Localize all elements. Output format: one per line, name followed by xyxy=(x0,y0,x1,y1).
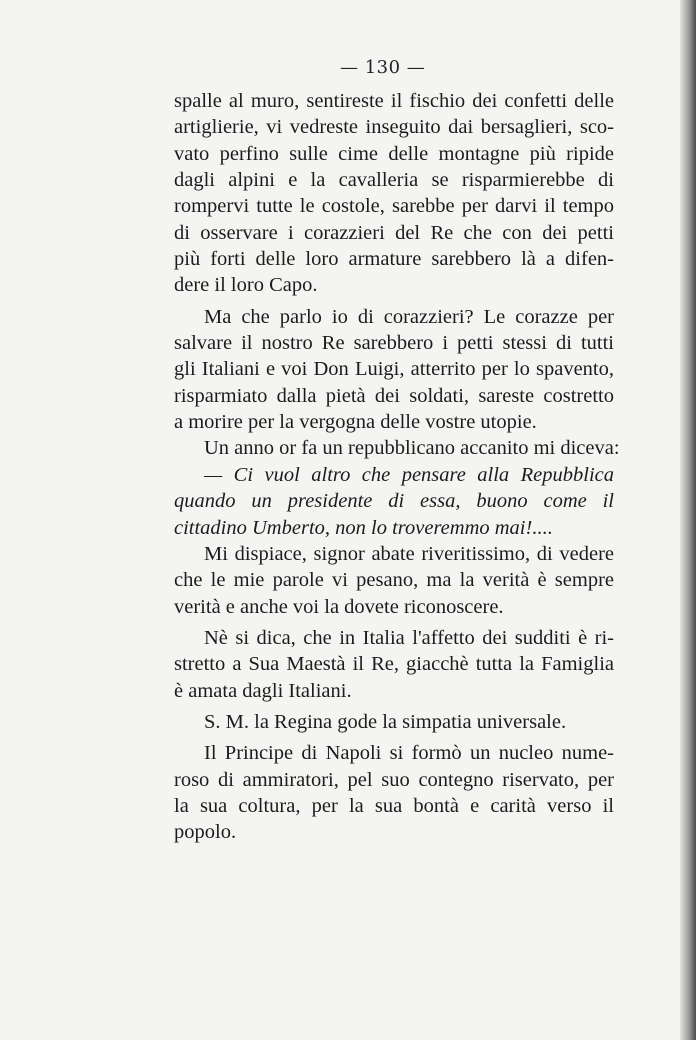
text-line: a morire per la vergogna delle vostre utopie. xyxy=(174,411,537,434)
text-line: Il Principe di Napoli si formò un nucleo nume- xyxy=(204,742,614,765)
text-line: è amata dagli Italiani. xyxy=(174,679,352,702)
text-line: più forti delle loro armature sarebbero là a difen- xyxy=(174,248,614,271)
text-line: vato perfino sulle cime delle montagne più ripide xyxy=(174,142,614,165)
text-line: dagli alpini e la cavalleria se risparmierebbe di xyxy=(174,169,614,192)
page-edge-shadow xyxy=(680,0,696,1040)
text-line: Mi dispiace, signor abate riveritissimo, di vedere xyxy=(204,542,614,565)
text-line: la sua coltura, per la sua bontà e carità verso il xyxy=(174,794,614,817)
text-line: salvare il nostro Re sarebbero i petti stessi di tutti xyxy=(174,332,614,355)
text-line: — Ci vuol altro che pensare alla Repubblica xyxy=(204,463,614,486)
page-number: — 130 — xyxy=(340,57,426,78)
text-line: che le mie parole vi pesano, ma la verità è sempre xyxy=(174,569,614,592)
text-line: cittadino Umberto, non lo troveremmo mai!.... xyxy=(174,516,553,539)
text-line: verità e anche voi la dovete riconoscere. xyxy=(174,595,504,618)
text-line: dere il loro Capo. xyxy=(174,274,318,297)
text-line: risparmiato dalla pietà dei soldati, sareste costretto xyxy=(174,384,614,407)
text-line: spalle al muro, sentireste il fischio dei confetti delle xyxy=(174,90,614,112)
text-line: quando un presidente di essa, buono come il xyxy=(174,490,614,513)
body-text xyxy=(174,88,620,846)
text-line: Ma che parlo io di corazzieri? Le corazze per xyxy=(204,305,614,328)
text-line: popolo. xyxy=(174,821,237,844)
text-line: Nè si dica, che in Italia l'affetto dei sudditi è ri- xyxy=(204,626,614,649)
text-line: roso di ammiratori, pel suo contegno riservato, per xyxy=(174,768,614,791)
text-line: rompervi tutte le costole, sarebbe per darvi il tempo xyxy=(174,195,614,218)
text-line: Un anno or fa un repubblicano accanito mi diceva: xyxy=(204,437,620,460)
text-line: S. M. la Regina gode la simpatia universale. xyxy=(204,710,567,733)
text-line: artiglierie, vi vedreste inseguito dai bersaglieri, sco- xyxy=(174,116,614,139)
text-line: gli Italiani e voi Don Luigi, atterrito per lo spavento, xyxy=(174,358,614,381)
text-line: stretto a Sua Maestà il Re, giacchè tutta la Famiglia xyxy=(174,653,614,676)
text-line: di osservare i corazzieri del Re che con dei petti xyxy=(174,221,614,244)
